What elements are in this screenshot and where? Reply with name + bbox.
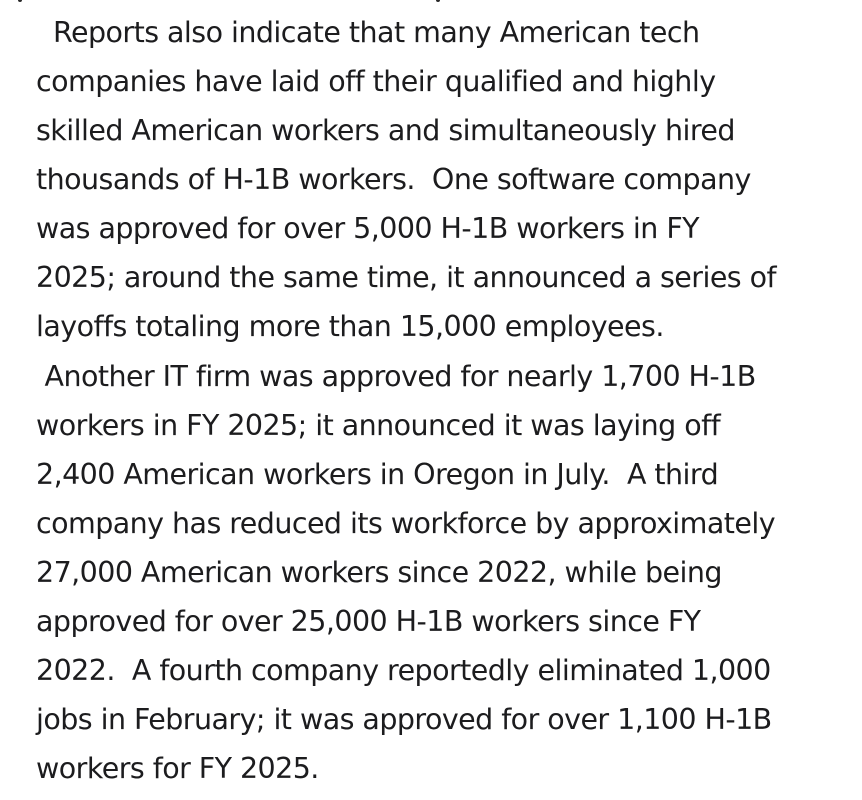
text-line: was approved for over 5,000 H-1B workers in FY [36,212,700,245]
text-line: Reports also indicate that many American tech [36,16,700,49]
text-line: companies have laid off their qualified and highly [36,65,716,98]
text-line: 27,000 American workers since 2022, while being [36,556,722,589]
cut-off-previous-line [18,0,448,4]
text-line: approved for over 25,000 H-1B workers since FY [36,605,701,638]
text-line: Another IT firm was approved for nearly 1,700 H-1B [36,360,756,393]
text-line: thousands of H-1B workers. One software company [36,163,751,196]
text-line: 2025; around the same time, it announced a series of [36,261,776,294]
text-line: layoffs totaling more than 15,000 employees. [36,310,664,343]
text-line: 2,400 American workers in Oregon in July. A third [36,458,719,491]
text-line: skilled American workers and simultaneously hired [36,114,735,147]
text-line: workers in FY 2025; it announced it was laying off [36,409,721,442]
text-line: jobs in February; it was approved for over 1,100 H-1B [36,703,772,736]
text-line: workers for FY 2025. [36,752,319,785]
text-line: company has reduced its workforce by approximately [36,507,776,540]
text-line: 2022. A fourth company reportedly eliminated 1,000 [36,654,771,687]
